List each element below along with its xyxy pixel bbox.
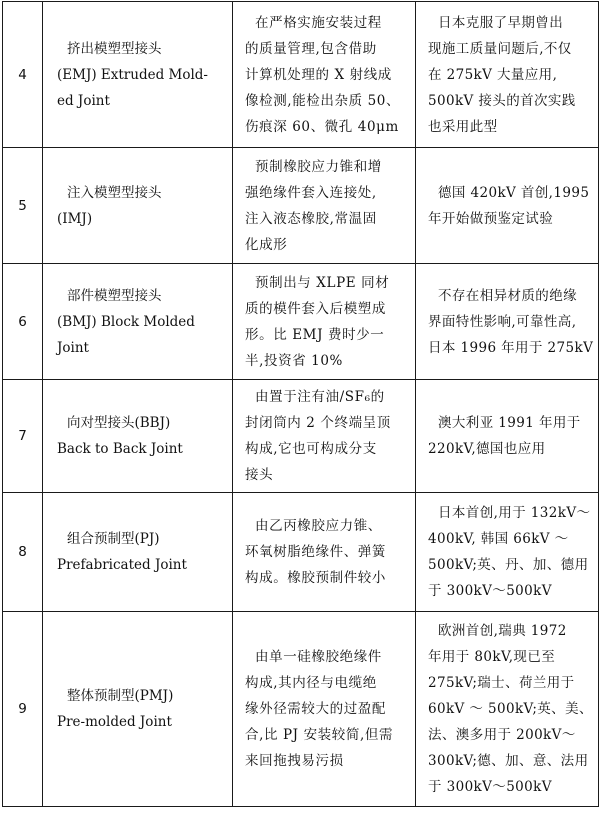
application-note: 日本克服了早期曾出 现施工质量问题后,不仅 在 275kV 大量应用, 500kV 接头的首次实践 也采用此型 [416,2,599,148]
joint-type-name: 组合预制型(PJ) Prefabricated Joint [43,493,233,612]
joint-type-name: 注入模塑型接头 (IMJ) [43,148,233,264]
row-number: 5 [3,148,43,264]
row-number: 8 [3,493,43,612]
joint-type-name: 挤出模塑型接头 (EMJ) Extruded Mold- ed Joint [43,2,233,148]
application-note: 澳大利亚 1991 年用于 220kV,德国也应用 [416,380,599,493]
application-note: 日本首创,用于 132kV～ 400kV, 韩国 66kV ～ 500kV;英、丹、加、德用 于 300kV～500kV [416,493,599,612]
table-row [3,264,599,380]
joint-types-table [2,1,599,807]
row-number: 7 [3,380,43,493]
application-note: 不存在相异材质的绝缘 界面特性影响,可靠性高, 日本 1996 年用于 275kV [416,264,599,380]
joint-description: 在严格实施安装过程 的质量管理,包含借助 计算机处理的 X 射线成 像检测,能检出杂质 50、 伤痕深 60、微孔 40μm [233,2,416,148]
joint-description: 预制出与 XLPE 同材 质的模件套入后模塑成 形。比 EMJ 费时少一 半,投资省 10% [233,264,416,380]
table-row [3,148,599,264]
table-row [3,612,599,807]
table-row [3,2,599,148]
joint-type-name: 向对型接头(BBJ) Back to Back Joint [43,380,233,493]
joint-description: 由乙丙橡胶应力锥、 环氧树脂绝缘件、弹簧 构成。橡胶预制件较小 [233,493,416,612]
joint-type-name: 部件模塑型接头 (BMJ) Block Molded Joint [43,264,233,380]
joint-type-name: 整体预制型(PMJ) Pre-molded Joint [43,612,233,807]
application-note: 欧洲首创,瑞典 1972 年用于 80kV,现已至 275kV;瑞士、荷兰用于 60kV ～ 500kV;英、美、 法、澳多用于 200kV～ 300kV;德、加、意、法用 于 300kV～500kV [416,612,599,807]
joint-description: 由置于注有油/SF₆的 封闭筒内 2 个终端呈顶 构成,它也可构成分支 接头 [233,380,416,493]
joint-description: 预制橡胶应力锥和增 强绝缘件套入连接处, 注入液态橡胶,常温固 化成形 [233,148,416,264]
row-number: 4 [3,2,43,148]
joint-description: 由单一硅橡胶绝缘件 构成,其内径与电缆绝 缘外径需较大的过盈配 合,比 PJ 安装较简,但需 来回拖拽易污损 [233,612,416,807]
application-note: 德国 420kV 首创,1995 年开始做预鉴定试验 [416,148,599,264]
table-row [3,493,599,612]
row-number: 6 [3,264,43,380]
row-number: 9 [3,612,43,807]
table-row [3,380,599,493]
